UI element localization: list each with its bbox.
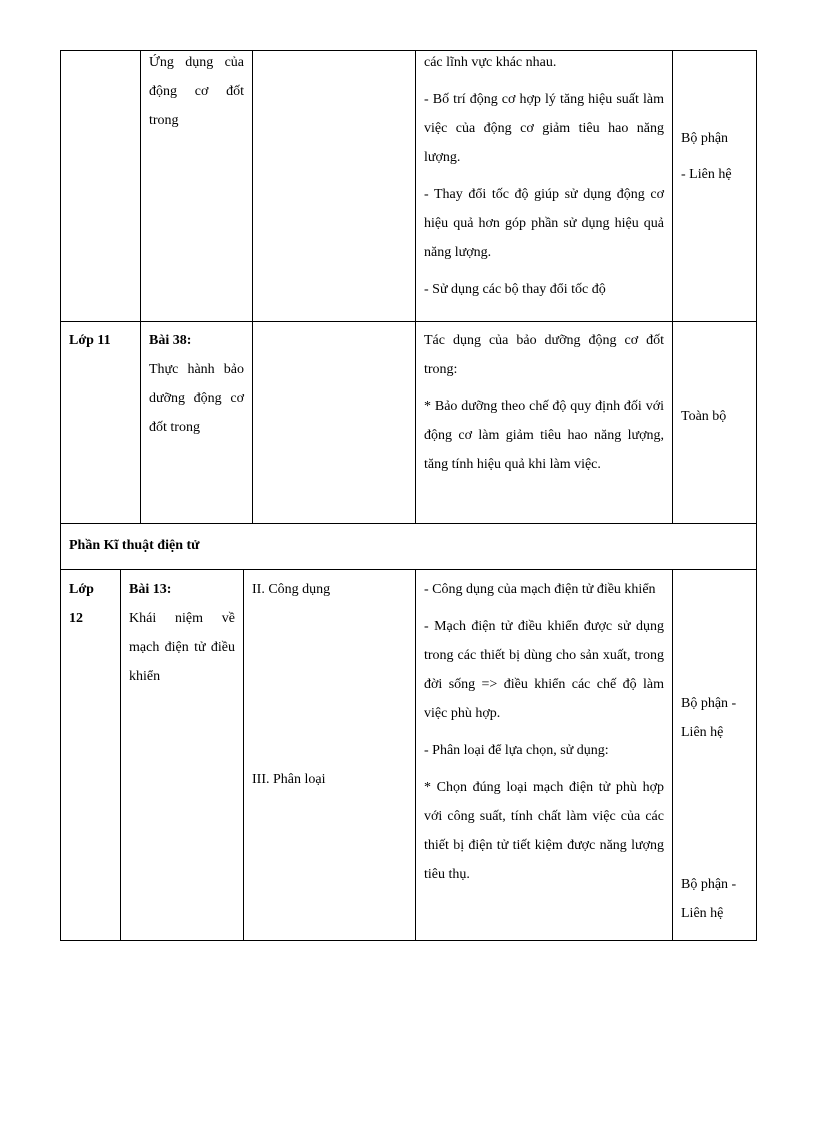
content-para: Tác dụng của bảo dưỡng động cơ đốt trong:	[424, 333, 664, 377]
level-text: Liên hệ	[681, 725, 724, 740]
content-para: - Bố trí động cơ hợp lý tăng hiệu suất làm việc của động cơ giảm tiêu hao năng lượng.	[424, 92, 664, 165]
content-cell	[416, 48, 672, 304]
table-border	[60, 523, 757, 524]
level-text: Toàn bộ	[681, 409, 727, 424]
content-para: - Phân loại để lựa chọn, sử dụng:	[424, 743, 609, 758]
level-text: Liên hệ	[681, 906, 724, 921]
lesson-desc: Khái niệm về mạch điện tử điều khiển	[129, 611, 235, 684]
content-para: - Sử dụng các bộ thay đổi tốc độ	[424, 282, 606, 297]
level-cell	[673, 124, 756, 189]
content-para: * Chọn đúng loại mạch điện tử phù hợp với công suất, tính chất làm việc của các thiết bị điện tử tiết kiệm được năng lượng tiêu thụ.	[424, 780, 664, 882]
lesson-cell	[141, 48, 252, 135]
grade-label: Lớp 11	[69, 333, 111, 348]
lesson-cell	[141, 326, 252, 442]
level-text: Bộ phận -	[681, 696, 737, 711]
level-text: Bộ phận	[681, 131, 729, 146]
section-header-cell	[61, 531, 756, 560]
lesson-desc: Ứng dụng của động cơ đốt trong	[149, 55, 244, 128]
table-border	[252, 50, 253, 524]
level-text: Bộ phận -	[681, 877, 737, 892]
grade-label: Lớp	[69, 582, 94, 597]
section-header: Phần Kĩ thuật điện tử	[69, 538, 200, 553]
table-border	[672, 50, 673, 524]
table-border	[60, 569, 757, 570]
table-border	[60, 940, 757, 941]
content-para: các lĩnh vực khác nhau.	[424, 55, 557, 70]
content-cell	[416, 575, 672, 889]
lesson-title: Bài 13:	[129, 582, 172, 597]
table-border	[60, 321, 757, 322]
grade-cell	[61, 575, 120, 633]
content-para: - Mạch điện tử điều khiển được sử dụng trong các thiết bị dùng cho sản xuất, trong đời sống => điều khiển các chế độ làm việc phù hợp.	[424, 619, 664, 721]
grade-label: 12	[69, 611, 83, 626]
section-cell	[244, 765, 415, 794]
level-cell	[673, 402, 756, 431]
content-cell	[416, 326, 672, 479]
table-border	[60, 50, 61, 941]
lesson-desc: Thực hành bảo dưỡng động cơ đốt trong	[149, 362, 244, 435]
level-cell	[673, 689, 756, 747]
content-para: * Bảo dưỡng theo chế độ quy định đối với động cơ làm giảm tiêu hao năng lượng, tăng tính hiệu quả khi làm việc.	[424, 399, 664, 472]
section-label: III. Phân loại	[252, 772, 326, 787]
lesson-cell	[121, 575, 243, 691]
table-border	[756, 50, 757, 941]
grade-cell	[61, 326, 140, 355]
level-text: - Liên hệ	[681, 167, 732, 182]
table-border	[243, 569, 244, 941]
section-cell	[244, 575, 415, 604]
content-para: - Công dụng của mạch điện tử điều khiển	[424, 582, 656, 597]
lesson-title: Bài 38:	[149, 333, 192, 348]
level-cell	[673, 870, 756, 928]
content-para: - Thay đổi tốc độ giúp sử dụng động cơ hiệu quả hơn góp phần sử dụng hiệu quả năng lượng.	[424, 187, 664, 260]
section-label: II. Công dụng	[252, 582, 331, 597]
